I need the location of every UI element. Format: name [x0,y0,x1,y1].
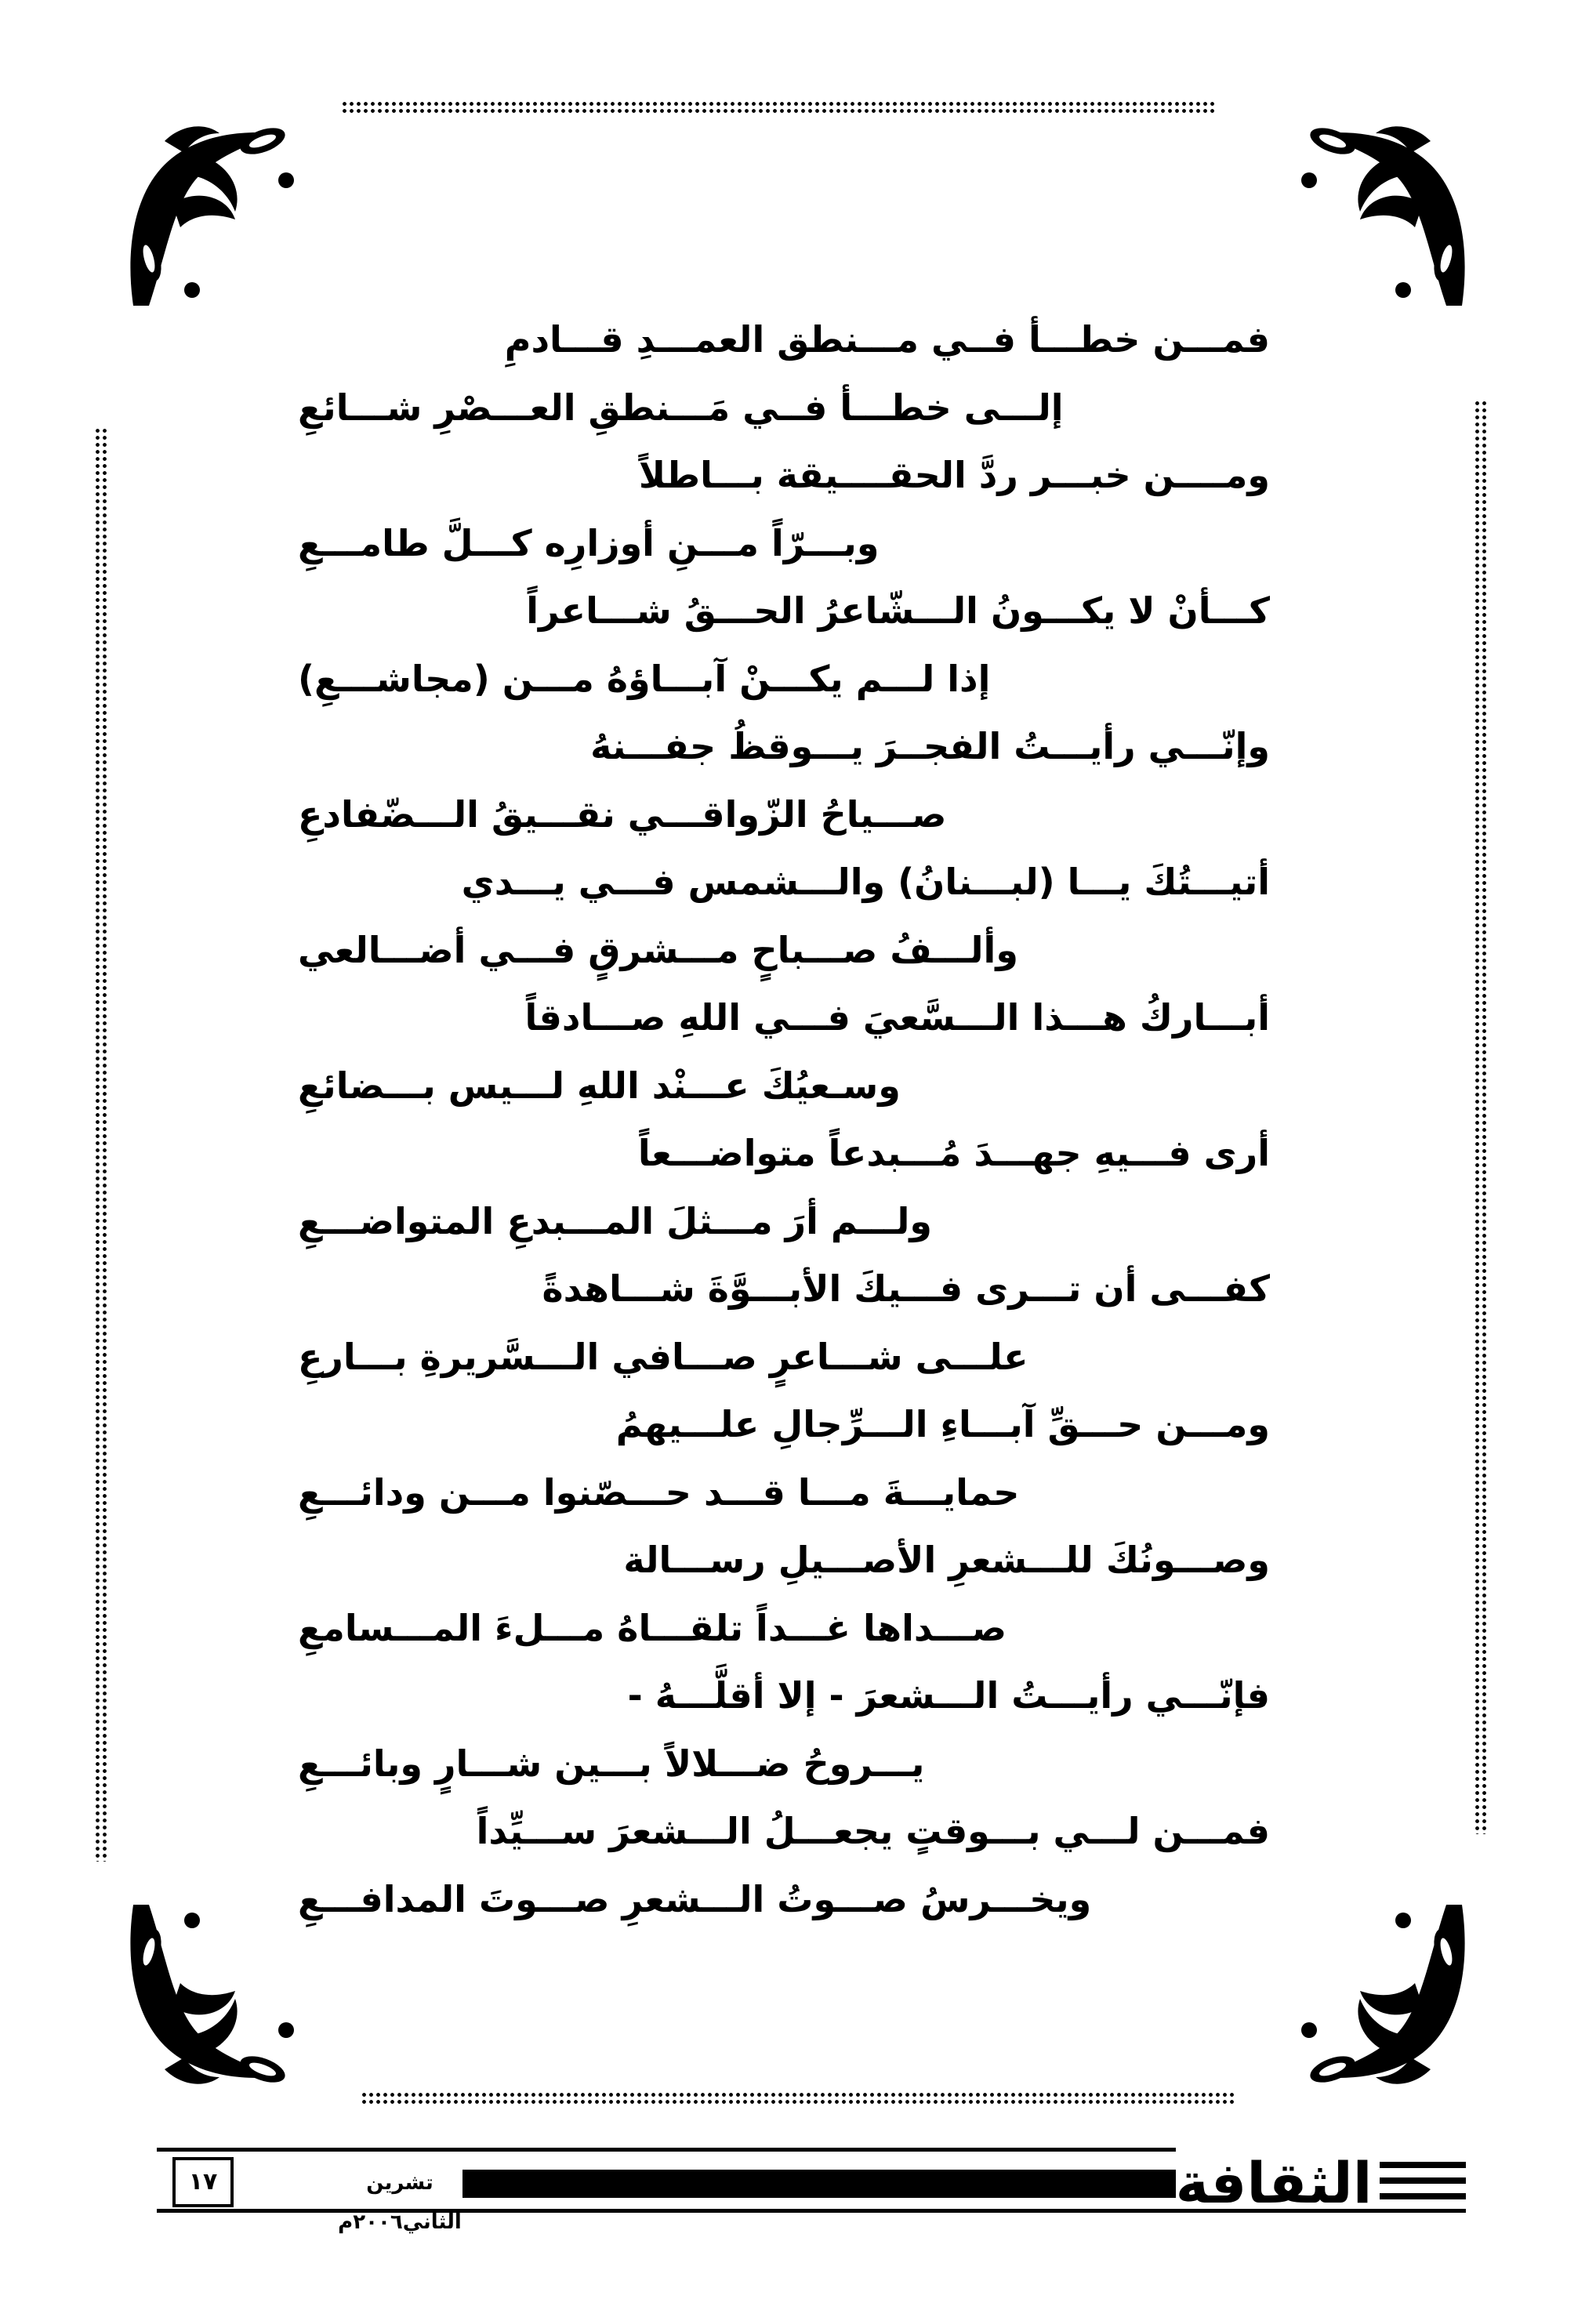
footer-top-rule [157,2148,1176,2152]
magazine-logo: الثقافة [1175,2150,1373,2216]
poem-line: أرى فـــيهِ جهـــدَ مُـــبدعاً متواضـــعاً [637,1132,1270,1174]
footer-logo-stripe [1380,2177,1466,2184]
poem [298,306,1270,1933]
issue-date: تشرين الثاني٢٠٠٦م [338,2171,462,2234]
poem-line: أبـــاركُ هـــذا الـــسَّعيَ فـــي اللهِ صـــادقاً [524,996,1270,1039]
poem-line: حمايـــةَ مـــا قـــد حـــصّنوا مـــن ودائـــعِ [298,1470,1020,1514]
left-dotted-border [94,427,108,1862]
poem-line: صـــداها غـــداً تلقـــاهُ مـــلءَ المـــسامعِ [298,1606,1007,1649]
poem-line: كفـــى أن تـــرى فـــيكَ الأبـــوَّةَ شـــاهدةً [542,1267,1270,1310]
poem-line: ومـــن حـــقِّ آبـــاءِ الـــرِّجالِ علـــيهمُ [615,1403,1270,1445]
poem-line: يـــروحُ ضـــلالاً بـــين شـــارٍ وبائـــعِ [298,1742,925,1785]
poem-line: صـــياحُ الزّواقـــي نقـــيقُ الـــضّفادعِ [298,792,947,836]
poem-line: وإنّـــي رأيـــتُ الفجــرَ يـــوقظُ جفـــنهُ [590,725,1270,767]
footer-thick-bar [462,2170,1176,2198]
poem-line: وسـعيُكَ عـــنْد اللهِ لـــيس بـــضائعِ [298,1064,901,1107]
top-left-ornament [118,110,314,314]
bottom-left-ornament [118,1897,314,2101]
poem-line: فإنّـــي رأيـــتُ الـــشعرَ - إلا أقلَّـــهُ - [627,1674,1270,1717]
poem-line: أتيـــتُكَ يـــا (لبـــنانُ) والـــشمس فـــي يـــدي [461,861,1270,903]
poem-line: فمـــن خطـــأ فــي مـــنطق العمـــدِ قـــادمِ [504,318,1270,361]
top-dotted-border [341,100,1215,114]
footer-logo-stripe [1380,2193,1466,2199]
poem-line: كـــأنْ لا يكـــونُ الـــشّاعرُ الحـــقُ شـــاعراً [526,589,1270,632]
poem-line: علـــى شـــاعرٍ صـــافي الـــسَّريرةِ بـــارعِ [298,1335,1028,1378]
bottom-right-ornament [1282,1897,1478,2101]
poem-line: إذا لـــم يكـــنْ آبـــاؤهُ مـــن (مجاشـــعِ) [298,657,991,700]
poem-line: ولـــم أرَ مـــثلَ المـــبدعِ المتواضـــعِ [298,1199,933,1242]
poem-line: ويخـــرسُ صـــوتُ الـــشعرِ صـــوتَ المدافـــعِ [298,1877,1092,1920]
poem-line: فمـــن لـــي بـــوقتٍ يجعـــلُ الـــشعرَ ســـيِّداً [476,1810,1270,1852]
bottom-dotted-border [361,2091,1235,2105]
right-dotted-border [1474,400,1488,1834]
top-right-ornament [1282,110,1478,314]
footer-logo-stripe [1380,2162,1466,2168]
poem-line: ومــــن خبـــر ردَّ الحقــــيقة بـــاطلاً [638,454,1270,496]
poem-line: وبـــرّاً مـــنِ أوزارِه كـــلَّ طامـــعِ [298,521,880,564]
poem-line: وألـــفُ صـــباحٍ مـــشرقٍ فـــي أضـــالعي [298,928,1018,971]
poem-line: إلـــى خطـــأ فــي مَـــنطقِ العـــصْرِ شـــائعِ [298,386,1064,429]
page-number: ١٧ [172,2157,234,2207]
poem-line: وصـــونُكَ للـــشعرِ الأصـــيلِ رســـالة [623,1539,1270,1581]
